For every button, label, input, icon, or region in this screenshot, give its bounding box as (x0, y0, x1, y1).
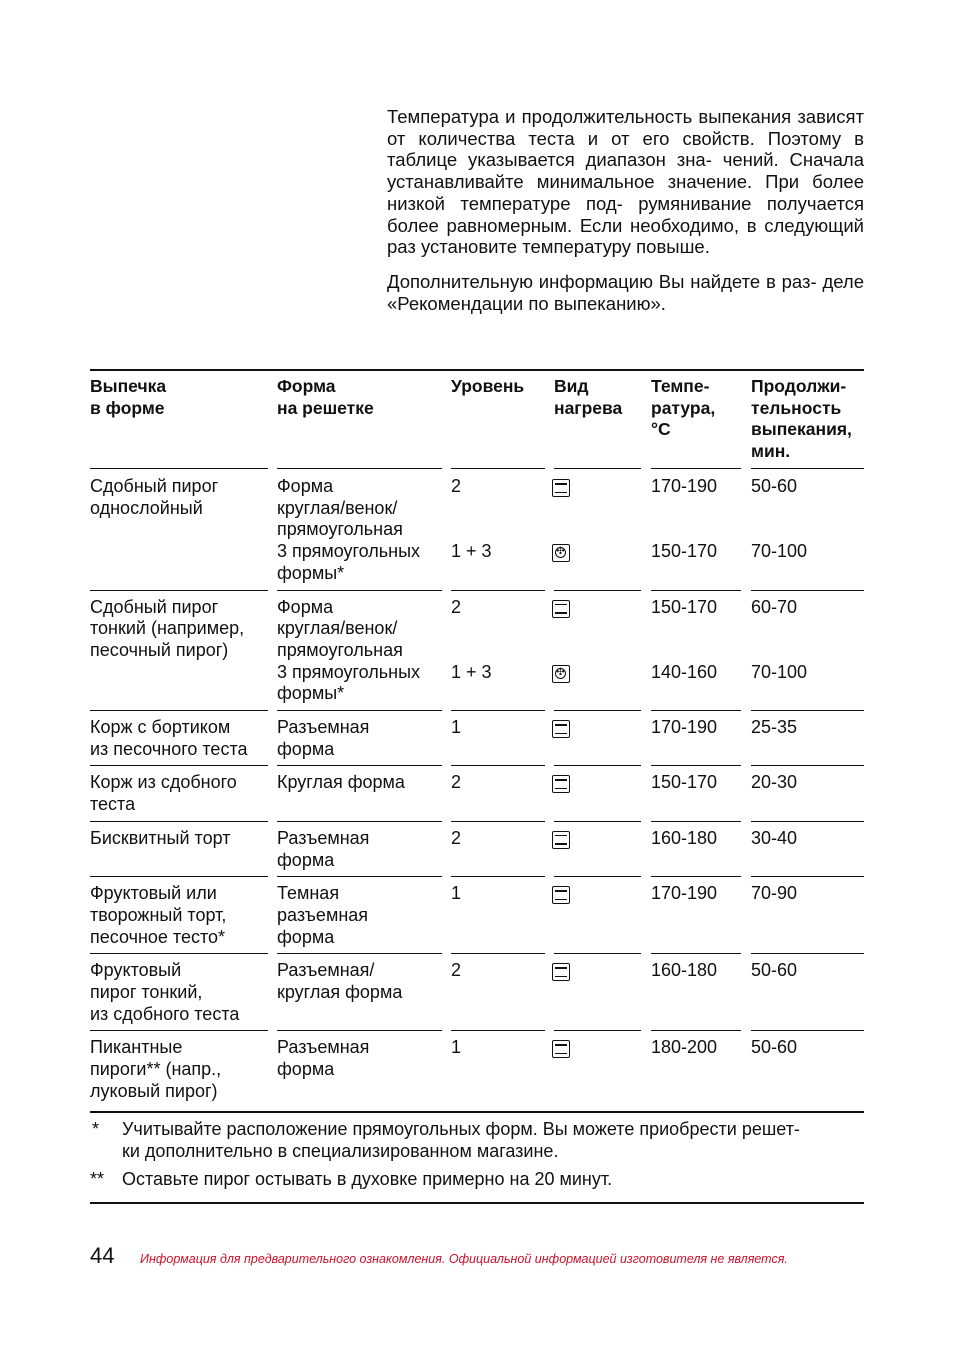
cell-line: нагрева (554, 397, 623, 418)
form-cell (277, 828, 369, 871)
row-rule (751, 876, 864, 877)
row-rule (651, 590, 741, 591)
row-rule (751, 710, 864, 711)
column-header (277, 376, 374, 419)
cell-line: Бисквитный торт (90, 827, 231, 848)
column-header (554, 376, 622, 419)
cell-line: Корж с бортиком (90, 717, 231, 737)
footnote-mark: * (92, 1119, 100, 1139)
cell-line: Темная (277, 883, 340, 904)
row-rule (554, 765, 641, 766)
temperature-cell: 150-170 (651, 596, 718, 617)
row-rule (277, 710, 442, 711)
row-rule (751, 1030, 864, 1031)
intro-line: значение. При более низкой температуре под- (387, 171, 864, 214)
row-rule (751, 765, 864, 766)
top-bottom-heat-icon (552, 600, 570, 618)
temperature-cell: 160-180 (651, 960, 718, 981)
cell-line: Продолжи- (751, 376, 847, 396)
cell-line: творожный торт, (90, 904, 227, 925)
temperature-cell: 170-190 (651, 476, 718, 496)
temperature-cell: 150-170 (651, 541, 718, 562)
cell-line: однослойный (90, 497, 203, 518)
cell-line: Разъемная (277, 1037, 370, 1058)
cell-line: круглая форма (277, 982, 403, 1002)
temperature-cell: 160-180 (651, 827, 718, 848)
fan-icon (555, 668, 566, 679)
cell-line: круглая/венок/ (277, 618, 398, 639)
temperature-cell: 140-160 (651, 661, 718, 682)
cell-line: Фруктовый (90, 960, 182, 981)
temperature-cell: 150-170 (651, 772, 718, 793)
intro-line: румянивание получается более равномерным. (387, 192, 864, 236)
cell-line: Корж из сдобного (90, 772, 237, 793)
row-rule (651, 953, 741, 954)
top-bottom-heat-icon (552, 963, 570, 981)
row-rule (554, 1030, 641, 1031)
row-name (90, 883, 226, 948)
column-header (751, 376, 852, 463)
form-cell (277, 476, 403, 541)
top-bottom-heat-icon (552, 775, 570, 793)
intro-paragraph-1 (387, 106, 864, 258)
level-cell: 2 (451, 772, 462, 793)
cell-line: форма (277, 738, 335, 759)
form-cell (277, 772, 405, 794)
cell-line: пироги** (напр., (90, 1059, 222, 1080)
top-bottom-heat-icon (552, 1040, 570, 1058)
cell-line: Форма (277, 376, 336, 396)
cell-line: 3 прямоугольных (277, 661, 421, 682)
row-rule (451, 1030, 545, 1031)
table-bottom-rule (90, 1111, 864, 1113)
intro-line: чений. Сначала устанавливайте минимальное (387, 149, 865, 193)
cell-line: на решетке (277, 397, 374, 418)
row-rule (90, 953, 268, 954)
intro-line: деле «Рекомендации по выпеканию». (387, 270, 865, 314)
cell-line: из песочного теста (90, 738, 248, 759)
header-rule (651, 468, 741, 469)
cell-line: Выпечка (90, 376, 167, 396)
page-number: 44 (90, 1243, 115, 1268)
time-cell: 70-100 (751, 541, 808, 562)
cell-line: мин. (751, 441, 791, 462)
footnote-line: Оставьте пирог остывать в духовке примерно на 20 минут. (122, 1169, 613, 1189)
row-name (90, 476, 218, 519)
form-cell (277, 717, 369, 760)
fan-icon (555, 547, 566, 558)
row-rule (277, 953, 442, 954)
time-cell: 25-35 (751, 717, 798, 737)
row-rule (277, 821, 442, 822)
header-rule (554, 468, 641, 469)
level-cell: 2 (451, 596, 462, 617)
row-rule (451, 953, 545, 954)
cell-line: Разъемная/ (277, 960, 375, 981)
cell-line: луковый пирог) (90, 1080, 218, 1101)
time-cell: 70-100 (751, 661, 808, 682)
time-cell: 60-70 (751, 596, 798, 617)
cell-line: Форма (277, 596, 334, 617)
cell-line: Вид (554, 376, 589, 396)
intro-line: Дополнительную информацию Вы найдете в раз- (387, 270, 817, 292)
cell-line: пирог тонкий, (90, 982, 203, 1002)
temperature-cell: 180-200 (651, 1037, 718, 1058)
column-header (90, 376, 166, 419)
level-cell: 1 + 3 (451, 541, 492, 562)
row-rule (554, 590, 641, 591)
cell-line: из сдобного теста (90, 1003, 240, 1024)
cell-line: Круглая форма (277, 772, 405, 793)
row-name (90, 828, 230, 850)
cell-line: форма (277, 1059, 335, 1080)
top-bottom-heat-icon (552, 479, 570, 497)
row-rule (751, 590, 864, 591)
row-rule (451, 876, 545, 877)
row-rule (554, 876, 641, 877)
cell-line: формы* (277, 683, 345, 704)
time-cell: 30-40 (751, 827, 798, 848)
row-name (90, 597, 244, 662)
cell-line: Пикантные (90, 1037, 183, 1058)
cell-line: прямоугольная (277, 639, 403, 660)
level-cell: 2 (451, 960, 462, 981)
time-cell: 50-60 (751, 960, 798, 981)
table-top-rule (90, 369, 864, 371)
row-rule (451, 765, 545, 766)
cell-line: форма (277, 849, 335, 870)
cell-line: 3 прямоугольных (277, 541, 421, 562)
hot-air-fan-icon (552, 544, 570, 562)
temperature-cell: 170-190 (651, 717, 718, 737)
temperature-cell: 170-190 (651, 883, 718, 904)
row-rule (651, 1030, 741, 1031)
row-name (90, 960, 239, 1025)
row-rule (277, 590, 442, 591)
cell-line: прямоугольная (277, 519, 403, 540)
level-cell: 2 (451, 476, 462, 496)
level-cell: 1 + 3 (451, 661, 492, 682)
row-rule (90, 1030, 268, 1031)
disclaimer-text: Информация для предварительного ознакомления. Официальной информацией изготовителя не является. (140, 1252, 788, 1266)
row-rule (651, 710, 741, 711)
time-cell: 20-30 (751, 772, 798, 793)
level-cell: 1 (451, 1037, 462, 1058)
row-name (90, 772, 237, 815)
footnote-1-text (122, 1119, 800, 1162)
cell-line: песочный пирог) (90, 639, 229, 660)
time-cell: 70-90 (751, 883, 798, 904)
cell-line: °C (651, 419, 671, 440)
row-name (90, 1037, 221, 1102)
intro-line: Температура и продолжительность выпекания (387, 106, 792, 127)
row-rule (451, 590, 545, 591)
cell-line: разъемная (277, 904, 369, 925)
form-cell (277, 883, 368, 948)
row-name (90, 717, 248, 760)
footnote-line: Учитывайте расположение прямоугольных форм. Вы можете приобрести решет- (122, 1119, 800, 1139)
intro-line: зависят от количества теста и от его свойств. (387, 106, 865, 149)
cell-line: теста (90, 794, 136, 815)
intro-line: температуру повыше. (522, 236, 710, 258)
footnote-2-text (122, 1169, 612, 1191)
row-rule (90, 876, 268, 877)
row-rule (277, 876, 442, 877)
intro-line: Поэтому в таблице указывается диапазон зна- (387, 127, 864, 171)
row-rule (651, 821, 741, 822)
time-cell: 50-60 (751, 476, 798, 496)
level-cell: 1 (451, 883, 462, 904)
row-rule (751, 821, 864, 822)
level-cell: 1 (451, 717, 462, 737)
row-rule (277, 765, 442, 766)
cell-line: Фруктовый или (90, 883, 217, 904)
row-rule (451, 821, 545, 822)
level-cell: 2 (451, 827, 462, 848)
top-bottom-heat-icon (552, 831, 570, 849)
cell-line: Разъемная (277, 827, 370, 848)
row-rule (651, 765, 741, 766)
header-rule (277, 468, 442, 469)
cell-line: Форма (277, 476, 334, 496)
cell-line: тельность (751, 397, 842, 418)
cell-line: ратура, (651, 397, 716, 418)
cell-line: форма (277, 926, 335, 947)
hot-air-fan-icon (552, 665, 570, 683)
footer-rule (90, 1202, 864, 1204)
cell-line: песочное тесто* (90, 926, 226, 947)
top-bottom-heat-icon (552, 720, 570, 738)
intro-paragraph-2 (387, 271, 864, 314)
row-rule (554, 821, 641, 822)
cell-line: Сдобный пирог (90, 596, 219, 617)
cell-line: Разъемная (277, 717, 370, 737)
cell-line: тонкий (например, (90, 618, 245, 639)
row-rule (451, 710, 545, 711)
cell-line: формы* (277, 562, 345, 583)
header-rule (451, 468, 545, 469)
cell-line: Темпе- (651, 376, 710, 396)
row-rule (90, 765, 268, 766)
column-header (651, 376, 715, 441)
row-rule (651, 876, 741, 877)
footnote-mark: ** (90, 1169, 105, 1189)
cell-line: Сдобный пирог (90, 476, 219, 496)
form-cell (277, 960, 402, 1003)
column-header (451, 376, 524, 398)
header-rule (751, 468, 864, 469)
row-rule (90, 710, 268, 711)
cell-line: Уровень (451, 376, 525, 396)
form-cell (277, 541, 420, 584)
row-rule (554, 710, 641, 711)
intro-text (387, 106, 864, 327)
top-bottom-heat-icon (552, 886, 570, 904)
row-rule (751, 953, 864, 954)
row-rule (90, 821, 268, 822)
intro-line: Если необходимо, в следующий раз установите (387, 214, 864, 258)
form-cell (277, 662, 420, 705)
footnote-line: ки дополнительно в специализированном магазине. (122, 1140, 559, 1161)
cell-line: в форме (90, 397, 165, 418)
cell-line: круглая/венок/ (277, 497, 398, 518)
row-rule (90, 590, 268, 591)
row-rule (277, 1030, 442, 1031)
row-rule (554, 953, 641, 954)
time-cell: 50-60 (751, 1037, 798, 1058)
cell-line: выпекания, (751, 419, 852, 440)
form-cell (277, 1037, 369, 1080)
header-rule (90, 468, 268, 469)
form-cell (277, 597, 403, 662)
